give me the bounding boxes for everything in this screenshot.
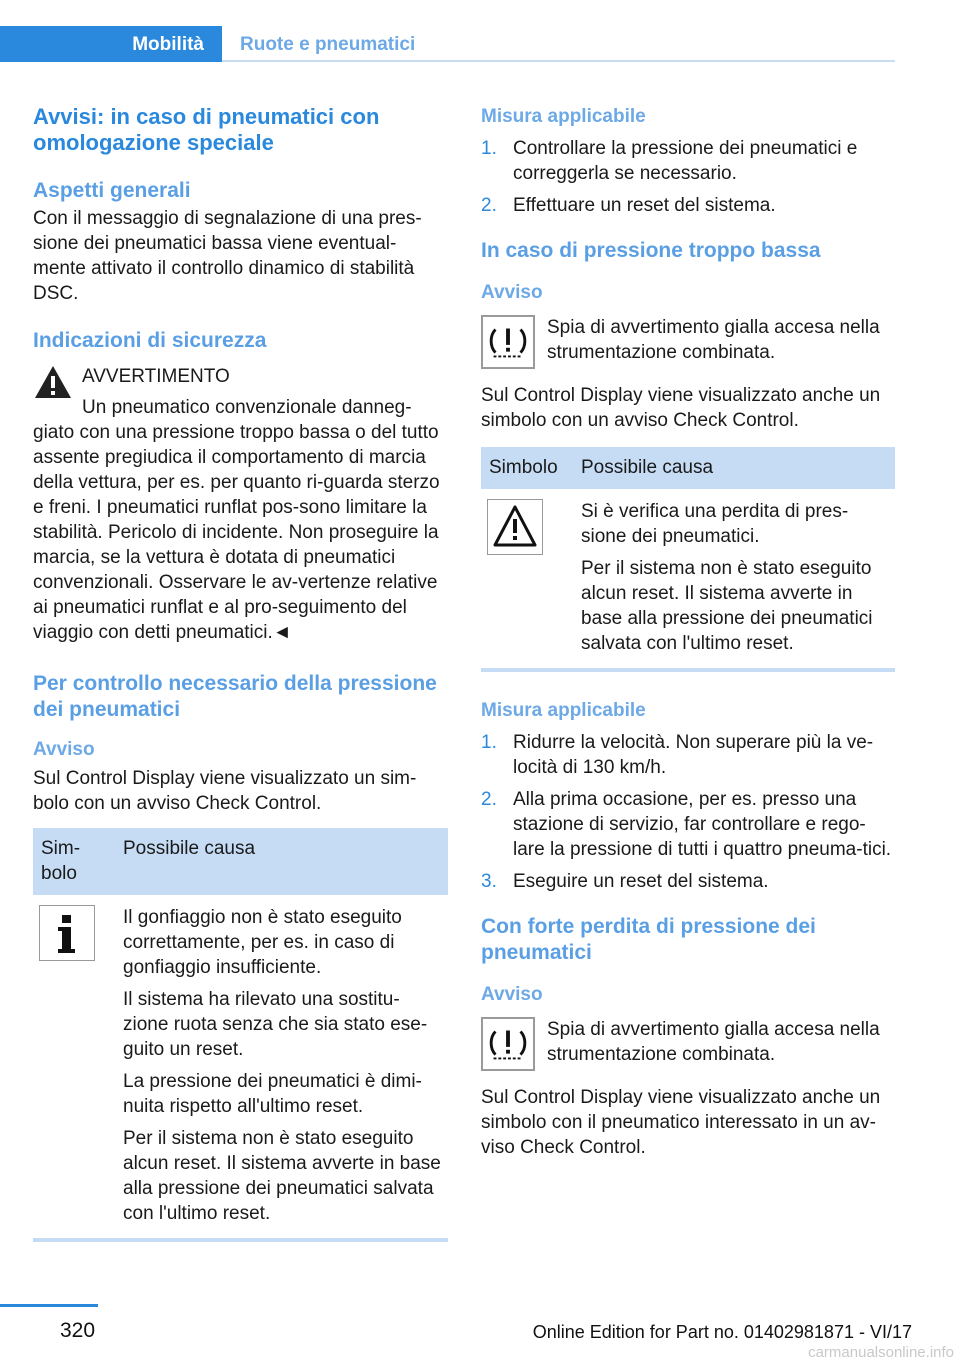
table-header-cause: Possibile causa (123, 838, 256, 859)
cause-text: Il sistema ha rilevato una sostitu-zione ruota senza che sia stato ese-guito un reset. (123, 989, 428, 1060)
section-title: Avvisi: in caso di pneumatici con omologazione speciale (33, 104, 380, 155)
cause-text: Si è verifica una perdita di pres-sione dei pneumatici. (581, 501, 849, 547)
cause-text: La pressione dei pneumatici è dimi-nuita rispetto all'ultimo reset. (123, 1071, 422, 1117)
left-column (33, 100, 448, 1242)
step-text: Eseguire un reset del sistema. (513, 871, 769, 892)
notice-heading: Avviso (481, 984, 543, 1005)
steps-list (481, 730, 895, 894)
lamp-block (481, 315, 895, 373)
tire-pressure-warning-icon (481, 1017, 535, 1071)
list-item (481, 193, 895, 218)
table-cause-cell (573, 489, 895, 666)
notice-text: Sul Control Display viene visualizzato un sim-bolo con un avviso Check Control. (33, 768, 417, 814)
step-text: Controllare la pressione dei pneumatici e correggerla se necessario. (513, 138, 858, 184)
edition-line: Online Edition for Part no. 01402981871 - VI/17 (532, 1322, 912, 1342)
pressure-loss-heading: Con forte perdita di pressione dei pneumatici (481, 915, 816, 964)
step-text: Ridurre la velocità. Non superare più la ve-locità di 130 km/h. (513, 732, 874, 778)
table-header-cause: Possibile causa (581, 457, 714, 478)
display-text: Sul Control Display viene visualizzato anche un simbolo con un avviso Check Control. (481, 385, 881, 431)
table-cause-cell (115, 895, 448, 1236)
warning-block (33, 364, 448, 645)
tire-pressure-warning-icon (481, 315, 535, 369)
table-bottom-rule (481, 668, 895, 672)
page-header (0, 0, 960, 64)
info-icon (39, 905, 95, 961)
page-number: 320 (60, 1319, 96, 1342)
lamp-text: Spia di avvertimento gialla accesa nella strumentazione combinata. (547, 317, 880, 363)
section-tab: Mobilità (0, 26, 222, 62)
step-number: 2. (481, 789, 497, 810)
chapter-tab: Ruote e pneumatici (240, 33, 416, 55)
safety-heading: Indicazioni di sicurezza (33, 329, 267, 352)
watermark: carmanualsonline.info (808, 1344, 954, 1361)
notice-heading: Avviso (481, 282, 543, 303)
lamp-block (481, 1017, 895, 1075)
lamp-text: Spia di avvertimento gialla accesa nella strumentazione combinata. (547, 1019, 880, 1065)
general-heading: Aspetti generali (33, 179, 191, 202)
step-number: 1. (481, 732, 497, 753)
cause-text: Per il sistema non è stato eseguito alcun reset. Il sistema avverte in base alla pressione dei pneumatici salvata con l'ultimo reset. (123, 1128, 441, 1224)
table-row (33, 895, 448, 1236)
list-item (481, 136, 895, 186)
list-item (481, 730, 895, 780)
warning-label: AVVERTIMENTO (82, 366, 230, 387)
step-number: 3. (481, 871, 497, 892)
table-row (481, 489, 895, 666)
right-column (481, 100, 895, 1160)
list-item (481, 869, 895, 894)
warning-triangle-icon (33, 364, 73, 400)
table-header-row (33, 828, 448, 895)
measure-heading: Misura applicabile (481, 700, 646, 721)
list-item (481, 787, 895, 862)
general-text: Con il messaggio di segnalazione di una pres-sione dei pneumatici bassa viene eventual-mente attivato il controllo dinamico di stabilità DSC. (33, 208, 422, 304)
cause-text: Il gonfiaggio non è stato eseguito correttamente, per es. in caso di gonfiaggio insufficiente. (123, 907, 402, 978)
step-number: 1. (481, 138, 497, 159)
low-pressure-heading: In caso di pressione troppo bassa (481, 239, 821, 262)
symbol-table (481, 447, 895, 666)
table-symbol-cell (33, 895, 115, 1236)
footer-rule (0, 1304, 98, 1307)
symbol-table (33, 828, 448, 1236)
notice-heading: Avviso (33, 739, 95, 760)
table-header-symbol: Sim-bolo (41, 838, 81, 884)
cause-text: Per il sistema non è stato eseguito alcun reset. Il sistema avverte in base alla pressione dei pneumatici salvata con l'ultimo reset. (581, 558, 873, 654)
step-text: Alla prima occasione, per es. presso una stazione di servizio, far controllare e rego-lare la pressione di tutti i quattro pneuma-tici. (513, 789, 892, 860)
table-header-symbol: Simbolo (489, 457, 558, 478)
header-rule (222, 60, 895, 62)
measure-heading: Misura applicabile (481, 106, 646, 127)
warning-triangle-icon (487, 499, 543, 555)
display-text: Sul Control Display viene visualizzato anche un simbolo con il pneumatico interessato in un av-viso Check Control. (481, 1087, 881, 1158)
step-number: 2. (481, 195, 497, 216)
warning-text: giato con una pressione troppo bassa o del tutto assente pregiudica il comportamento di marcia della vettura, per es. per quanto ri-guarda sterzo e freni. I pneumatici runflat pos-sono limitare la stabilità. Pericolo di incidente. Non proseguire la marcia, se la vettura è dotata di pneumatici convenzionali. Osservare le av-vertenze relative ai pneumatici runflat e al pro-seguimento del viaggio con detti pneumatici.◄ (33, 422, 440, 643)
table-header-row (481, 447, 895, 489)
table-bottom-rule (33, 1238, 448, 1242)
step-text: Effettuare un reset del sistema. (513, 195, 776, 216)
warning-text-first: Un pneumatico convenzionale danneg- (82, 397, 412, 418)
table-symbol-cell (481, 489, 573, 666)
check-heading: Per controllo necessario della pressione dei pneumatici (33, 672, 437, 721)
steps-list (481, 136, 895, 218)
